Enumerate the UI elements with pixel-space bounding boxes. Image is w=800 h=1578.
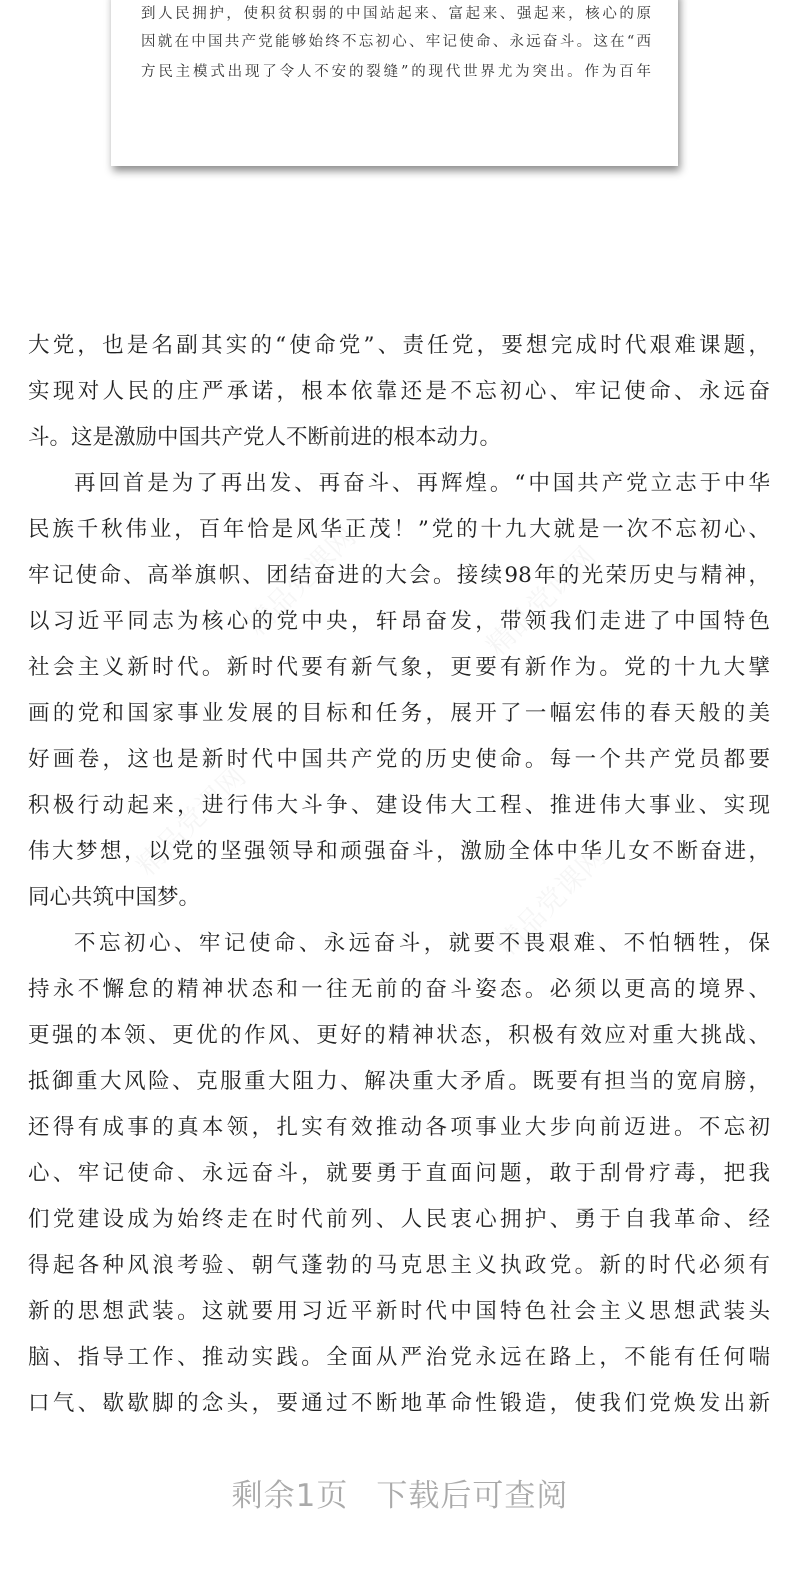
body-text-line: 脑、指导工作、推动实践。全面从严治党永远在路上，不能有任何喘 (28, 1345, 770, 1370)
body-text-line: 民族千秋伟业，百年恰是风华正茂！”党的十九大就是一次不忘初心、 (28, 517, 770, 542)
card-text-line: 方民主模式出现了令人不安的裂缝”的现代世界尤为突出。作为百年 (141, 64, 651, 80)
body-text-line: 得起各种风浪考验、朝气蓬勃的马克思主义执政党。新的时代必须有 (28, 1253, 770, 1278)
body-text-line: 画的党和国家事业发展的目标和任务，展开了一幅宏伟的春天般的美 (28, 701, 770, 726)
body-text-line: 新的思想武装。这就要用习近平新时代中国特色社会主义思想武装头 (28, 1299, 770, 1324)
preview-page-card (111, 0, 678, 166)
body-text-line: 口气、歇歇脚的念头，要通过不断地革命性锻造，使我们党焕发出新 (28, 1391, 770, 1416)
body-text-line: 伟大梦想，以党的坚强领导和顽强奋斗，激励全体中华儿女不断奋进， (28, 839, 770, 864)
body-text-line: 更强的本领、更优的作风、更好的精神状态，积极有效应对重大挑战、 (28, 1023, 770, 1048)
body-text-line: 持永不懈怠的精神状态和一往无前的奋斗姿态。必须以更高的境界、 (28, 977, 770, 1002)
body-text-line: 同心共筑中国梦。 (28, 885, 201, 910)
body-text-line: 不忘初心、牢记使命、永远奋斗，就要不畏艰难、不怕牺牲，保 (74, 931, 770, 956)
download-to-view-label: 下载后可查阅 (376, 1478, 569, 1514)
body-text-line: 心、牢记使命、永远奋斗，就要勇于直面问题，敢于刮骨疗毒，把我 (28, 1161, 770, 1186)
body-text-line: 斗。这是激励中国共产党人不断前进的根本动力。 (28, 425, 502, 450)
card-text-line: 因就在中国共产党能够始终不忘初心、牢记使命、永远奋斗。这在“西 (141, 34, 651, 50)
body-text-line: 还得有成事的真本领，扎实有效推动各项事业大步向前迈进。不忘初 (28, 1115, 770, 1140)
remaining-pages-label: 剩余1页 (231, 1478, 349, 1514)
body-text-line: 社会主义新时代。新时代要有新气象，更要有新作为。党的十九大擘 (28, 655, 770, 680)
body-text-line: 牢记使命、高举旗帜、团结奋进的大会。接续98年的光荣历史与精神， (28, 563, 770, 588)
document-body (28, 326, 770, 1430)
download-prompt[interactable] (0, 1470, 800, 1515)
body-text-line: 抵御重大风险、克服重大阻力、解决重大矛盾。既要有担当的宽肩膀， (28, 1069, 770, 1094)
body-text-line: 以习近平同志为核心的党中央，轩昂奋发，带领我们走进了中国特色 (28, 609, 770, 634)
body-text-line: 实现对人民的庄严承诺，根本依靠还是不忘初心、牢记使命、永远奋 (28, 379, 770, 404)
body-text-line: 积极行动起来，进行伟大斗争、建设伟大工程、推进伟大事业、实现 (28, 793, 770, 818)
body-text-line: 大党，也是名副其实的“使命党”、责任党，要想完成时代艰难课题， (28, 333, 770, 358)
body-text-line: 再回首是为了再出发、再奋斗、再辉煌。“中国共产党立志于中华 (74, 471, 770, 496)
card-text-line: 到人民拥护，使积贫积弱的中国站起来、富起来、强起来，核心的原 (141, 6, 651, 22)
body-text-line: 好画卷，这也是新时代中国共产党的历史使命。每一个共产党员都要 (28, 747, 770, 772)
body-text-line: 们党建设成为始终走在时代前列、人民衷心拥护、勇于自我革命、经 (28, 1207, 770, 1232)
